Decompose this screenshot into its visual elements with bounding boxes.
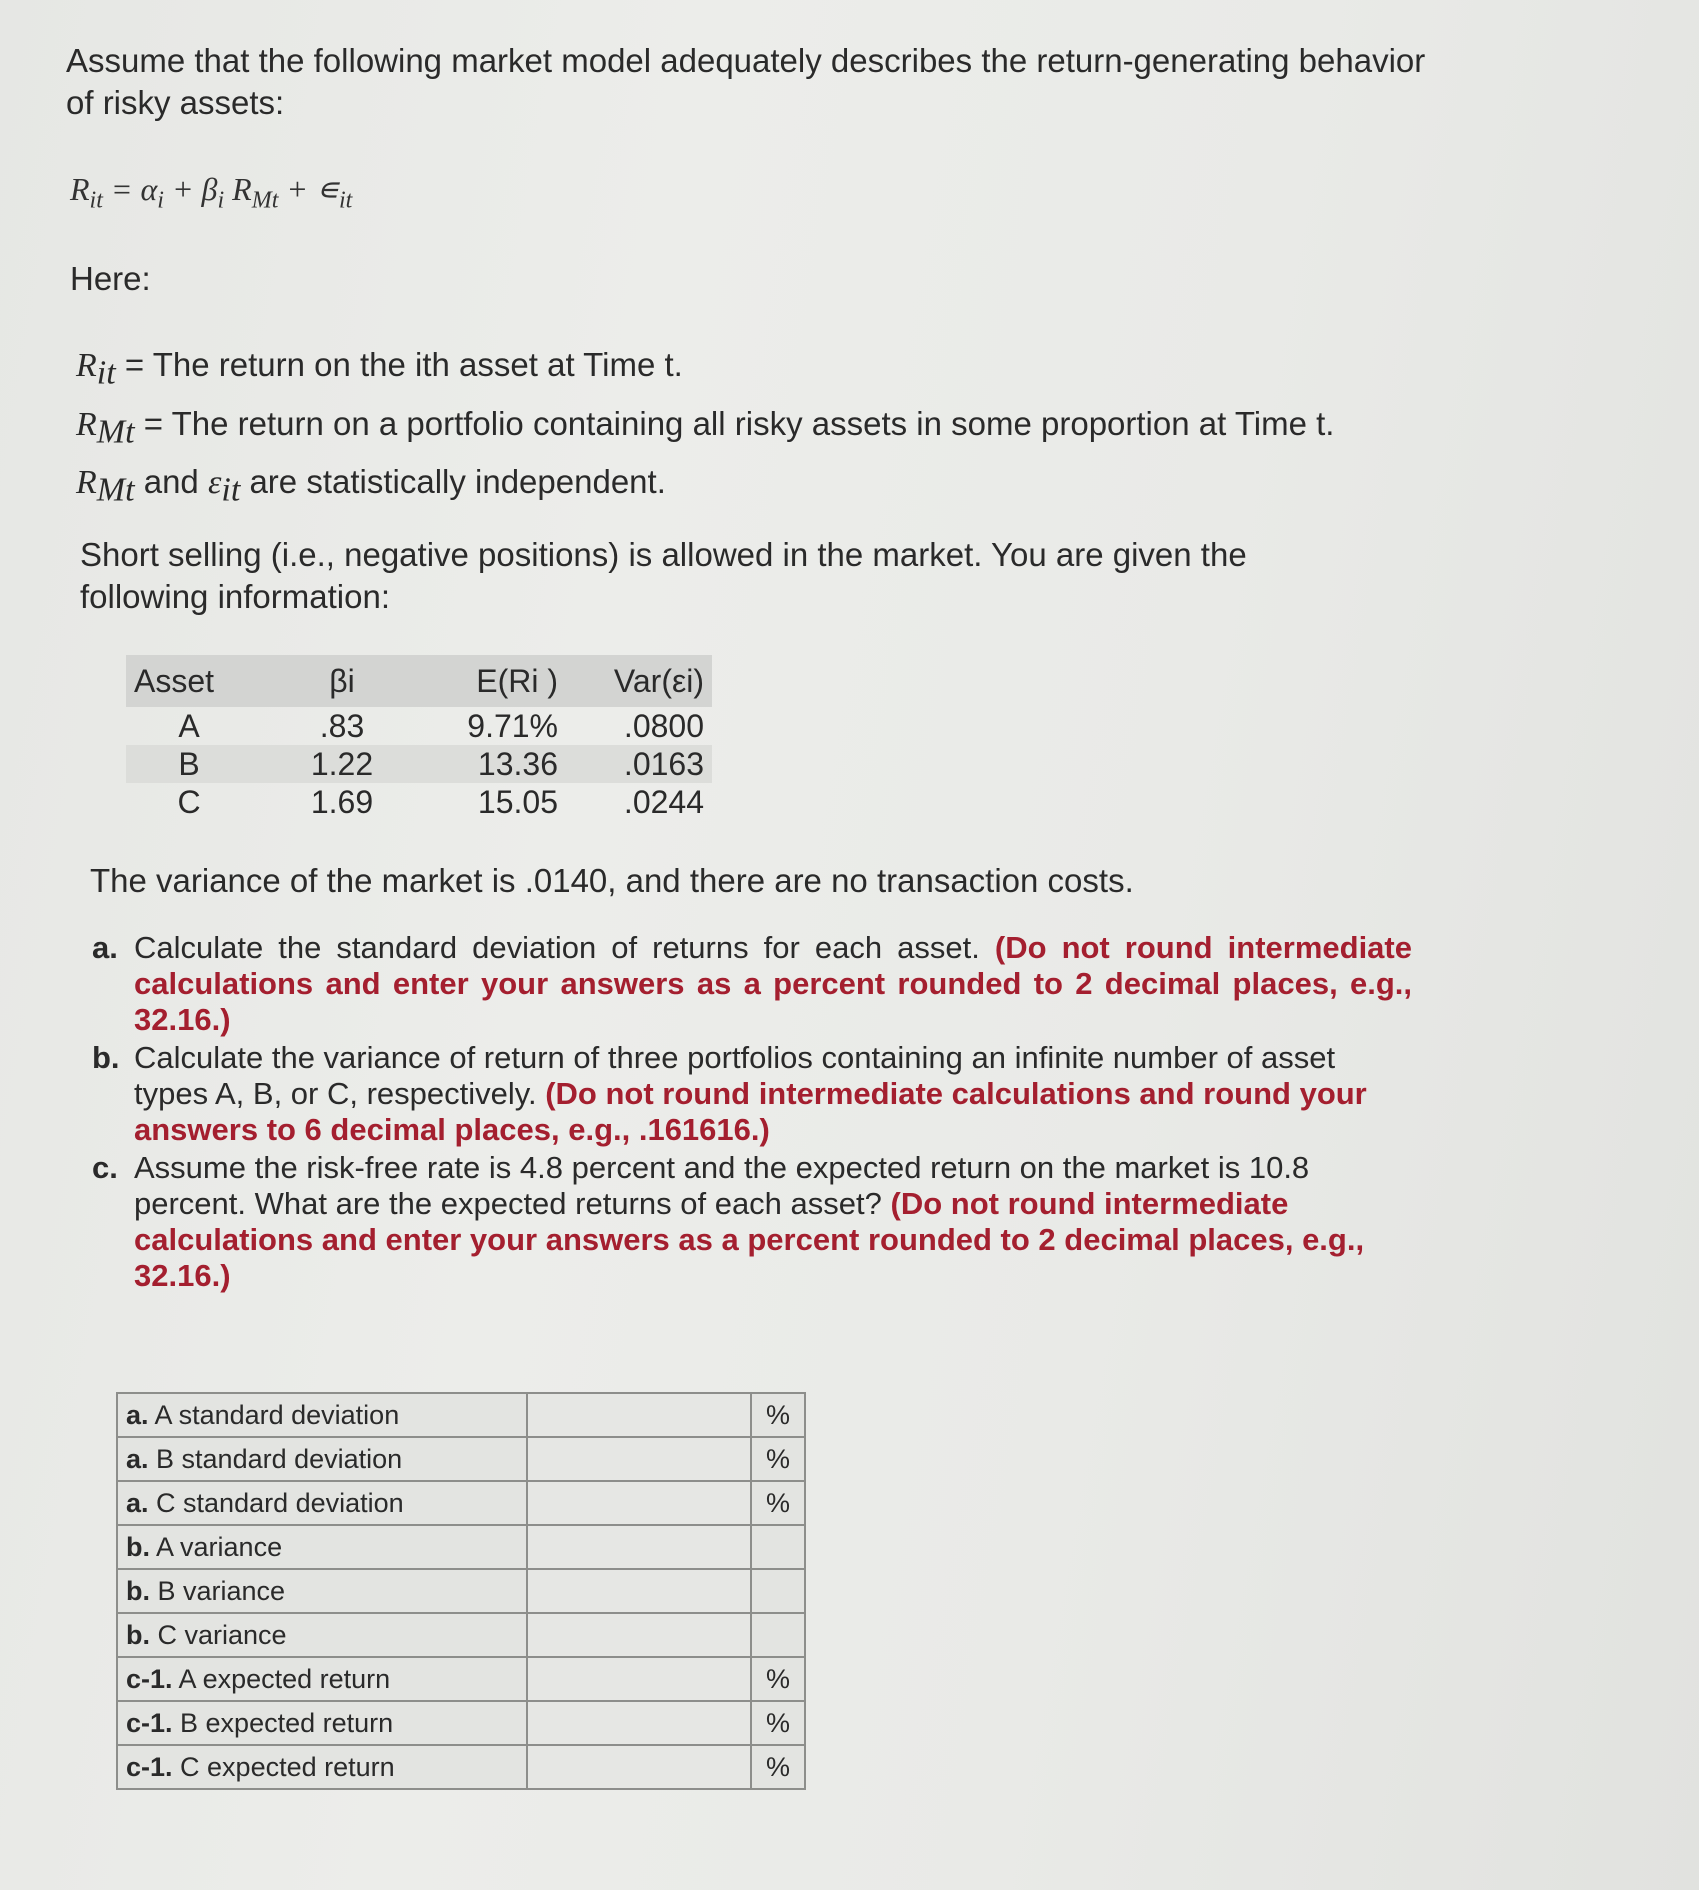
answer-table (116, 1392, 806, 1790)
definition-rit: $R_{it}$ = The return on the ith asset at Time t. (76, 346, 683, 392)
answer-input-b-std[interactable] (527, 1437, 751, 1481)
header-residual-variance: Var(εi) (566, 655, 712, 707)
percent-unit: % (751, 1481, 805, 1525)
asset-data-table (126, 655, 712, 821)
answer-input-b-expected-return[interactable] (527, 1701, 751, 1745)
percent-unit: % (751, 1701, 805, 1745)
here-label: Here: (70, 260, 151, 297)
table-row: C 1.69 15.05 .0244 (177, 783, 704, 820)
answer-row-b-a: b. A variance (117, 1525, 805, 1569)
answer-input-a-expected-return[interactable] (527, 1657, 751, 1701)
question-a: a. Calculate the standard deviation of returns for each asset. (Do not round intermediate calculations and enter your answers as a percent rounded to 2 decimal places, e.g., 32.16.) (92, 930, 1412, 1037)
empty-unit (751, 1525, 805, 1569)
table-row: A .83 9.71% .0800 (178, 707, 704, 744)
definitions (76, 340, 1436, 516)
answer-row-c1-a: c-1. A expected return % (117, 1657, 805, 1701)
market-model-formula: $R_{it} = \alpha_i + \beta_i$ $R_{Mt}$ + $∊_{it}$ (70, 171, 353, 214)
header-asset: Asset (126, 655, 284, 707)
question-list (92, 930, 1412, 1296)
definition-rmt: $R_{Mt}$ = The return on a portfolio containing all risky assets in some proportion at Time t. (76, 404, 1335, 451)
answer-input-a-std[interactable] (527, 1393, 751, 1437)
intro-text: Assume that the following market model adequately describes the return-generating behavior of risky assets: (66, 42, 1426, 121)
answer-row-a-b: a. B standard deviation % (117, 1437, 805, 1481)
answer-input-a-variance[interactable] (527, 1525, 751, 1569)
answer-row-c1-c: c-1. C expected return % (117, 1745, 805, 1789)
answer-row-c1-b: c-1. B expected return % (117, 1701, 805, 1745)
question-b: b. Calculate the variance of return of three portfolios containing an infinite number of asset types A, B, or C, respectively. (Do not round intermediate calculations and round your answers to 6 decimal places, e.g., .161616.) (92, 1040, 1367, 1147)
definition-independence: $R_{Mt}$ and $\varepsilon_{it}$ are statistically independent. (76, 463, 666, 509)
answer-row-a-c: a. C standard deviation % (117, 1481, 805, 1525)
market-variance-note: The variance of the market is .0140, and there are no transaction costs. (90, 862, 1134, 899)
percent-unit: % (751, 1657, 805, 1701)
instruction-note: (Do not round intermediate calculations and round your answers to 6 decimal places, e.g., .161616.) (134, 1076, 1367, 1147)
empty-unit (751, 1613, 805, 1657)
empty-unit (751, 1569, 805, 1613)
answer-input-c-std[interactable] (527, 1481, 751, 1525)
answer-row-b-c: b. C variance (117, 1613, 805, 1657)
answer-row-a-a: a. A standard deviation % (117, 1393, 805, 1437)
instruction-note: (Do not round intermediate calculations and enter your answers as a percent rounded to 2 decimal places, e.g., 32.16.) (134, 930, 1412, 1037)
table-row: B 1.22 13.36 .0163 (126, 745, 712, 783)
percent-unit: % (751, 1393, 805, 1437)
answer-input-c-variance[interactable] (527, 1613, 751, 1657)
answer-row-b-b: b. B variance (117, 1569, 805, 1613)
percent-unit: % (751, 1745, 805, 1789)
header-expected-return: E(Ri ) (400, 655, 566, 707)
question-c: c. Assume the risk-free rate is 4.8 percent and the expected return on the market is 10.8 percent. What are the expected returns of each asset? (Do not round intermediate calculations and enter your answers as a percent rounded to 2 decimal places, e.g., 32.16.) (92, 1150, 1365, 1293)
percent-unit: % (751, 1437, 805, 1481)
answer-input-c-expected-return[interactable] (527, 1745, 751, 1789)
header-beta: βi (284, 655, 400, 707)
short-selling-text: Short selling (i.e., negative positions) is allowed in the market. You are given the following information: (80, 536, 1247, 615)
answer-input-b-variance[interactable] (527, 1569, 751, 1613)
instruction-note: (Do not round intermediate calculations and enter your answers as a percent rounded to 2 decimal places, e.g., 32.16.) (134, 1186, 1365, 1293)
